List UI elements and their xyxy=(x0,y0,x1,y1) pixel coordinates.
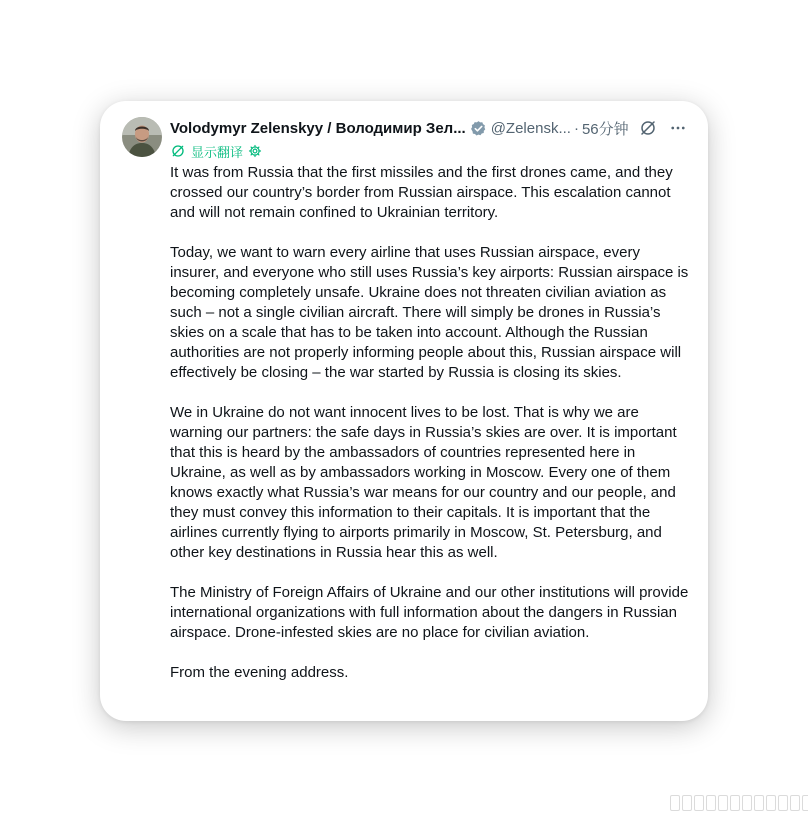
tweet-paragraph: The Ministry of Foreign Affairs of Ukraine and our other institutions will provide international organizations with full information about the dangers in Russian airspace. Drone-infested skies are no place for civilian aviation. xyxy=(170,584,689,641)
tweet-paragraph: It was from Russia that the first missiles and the first drones came, and they crossed our country’s border from Russian airspace. This escalation cannot and will not remain confined to Ukrainian territory. xyxy=(170,164,673,221)
watermark xyxy=(670,795,808,811)
author-handle[interactable]: @Zelensk... xyxy=(490,119,571,137)
tweet-paragraph: From the evening address. xyxy=(170,664,349,681)
gear-icon[interactable] xyxy=(248,144,262,158)
tweet-paragraph: We in Ukraine do not want innocent lives to be lost. That is why we are warning our partners: the safe days in Russia’s skies are over. It is important that this is heard by the ambassadors of countries represented here in Ukraine, as well as by ambassadors working in Moscow. Every one of them knows exactly what Russia’s war means for our country and our people, and they must convey this information to their capitals. It is important that the airlines currently flying to airports primarily in Moscow, St. Petersburg, and other key destinations in Russia hear this as well. xyxy=(170,404,677,561)
verified-badge-icon xyxy=(470,120,487,137)
translate-row[interactable] xyxy=(170,141,262,161)
more-icon[interactable] xyxy=(669,119,687,137)
grok-icon[interactable] xyxy=(639,119,657,137)
tweet-body xyxy=(170,163,692,683)
separator-dot: · xyxy=(573,119,579,137)
avatar[interactable] xyxy=(122,117,162,157)
author-name[interactable]: Volodymyr Zelenskyy / Володимир Зел... xyxy=(170,119,466,137)
translate-icon xyxy=(170,143,186,159)
tweet-time[interactable]: 56分钟 xyxy=(581,120,629,138)
tweet-header xyxy=(170,117,690,139)
tweet-paragraph: Today, we want to warn every airline that uses Russian airspace, every insurer, and everyone who still uses Russia’s key airports: Russian airspace is becoming completely unsafe. Ukraine does not threaten civilian aviation as such – not a single civilian aircraft. There will simply be drones in Russia’s skies on a scale that has to be taken into account. Although the Russian authorities are not properly informing people about this, Russian airspace will effectively be closing – the war started by Russia is closing its skies. xyxy=(170,244,689,381)
show-translation-link[interactable]: 显示翻译 xyxy=(191,144,244,160)
tweet-card[interactable] xyxy=(100,101,708,721)
